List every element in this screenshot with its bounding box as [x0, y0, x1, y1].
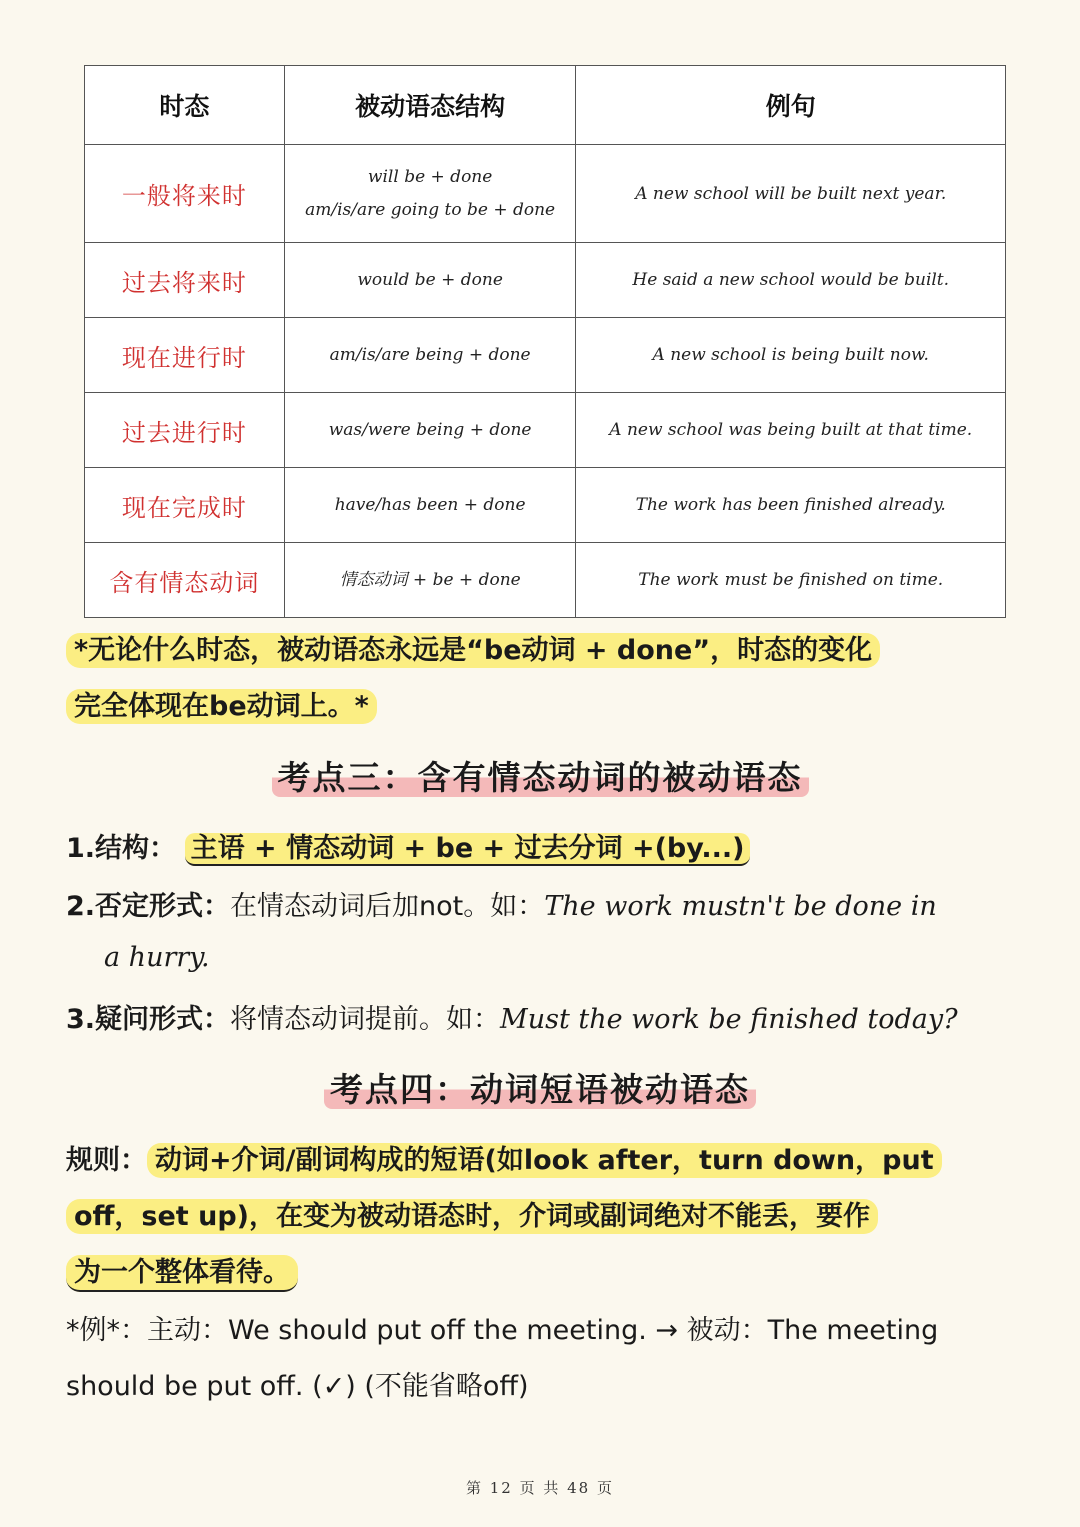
example-cell: A new school was being built at that time.	[576, 393, 1006, 468]
table-row	[85, 318, 1006, 393]
example-cell: The work has been finished already.	[576, 468, 1006, 543]
tense-cell: 现在完成时	[85, 468, 285, 543]
note-line-1: *无论什么时态，被动语态永远是“be动词 + done”，时态的变化	[66, 628, 880, 667]
tense-cell: 含有情态动词	[85, 543, 285, 618]
structure-cell: 情态动词 + be + done	[284, 543, 576, 618]
table-row	[85, 468, 1006, 543]
note-line-2: 完全体现在be动词上。*	[66, 684, 377, 723]
example-cell: The work must be finished on time.	[576, 543, 1006, 618]
table-row	[85, 393, 1006, 468]
rule-line-2: off，set up)，在变为被动语态时，介词或副词绝对不能丢，要作	[66, 1194, 878, 1233]
table-row	[85, 243, 1006, 318]
structure-cell: would be + done	[284, 243, 576, 318]
table-row	[85, 145, 1006, 243]
table-header-row	[85, 66, 1006, 145]
rule-line-1: 规则： 动词+介词/副词构成的短语(如look after，turn down，put	[66, 1138, 942, 1177]
question-form-item: 3.疑问形式：将情态动词提前。如：Must the work be finished today?	[66, 1004, 958, 1035]
example-cell: A new school will be built next year.	[576, 145, 1006, 243]
section-3-title: 考点三：含有情态动词的被动语态	[0, 752, 1080, 799]
tense-cell: 现在进行时	[85, 318, 285, 393]
passive-voice-table	[84, 65, 1006, 618]
tense-cell: 过去将来时	[85, 243, 285, 318]
example-line-2: should be put off. (✓) (不能省略off)	[66, 1371, 529, 1402]
section-4-title: 考点四：动词短语被动语态	[0, 1064, 1080, 1111]
structure-text-alt: am/is/are going to be + done	[305, 199, 556, 220]
negative-form-example-cont: a hurry.	[104, 942, 210, 973]
example-line-1: *例*：主动：We should put off the meeting. → 被动：The meeting	[66, 1315, 939, 1346]
structure-cell: was/were being + done	[284, 393, 576, 468]
header-structure: 被动语态结构	[284, 66, 576, 145]
rule-line-3: 为一个整体看待。	[66, 1250, 298, 1289]
structure-cell	[284, 145, 576, 243]
table-row	[85, 543, 1006, 618]
example-cell: He said a new school would be built.	[576, 243, 1006, 318]
structure-item: 1.结构： 主语 + 情态动词 + be + 过去分词 +(by...)	[66, 826, 750, 865]
header-example: 例句	[576, 66, 1006, 145]
structure-cell: have/has been + done	[284, 468, 576, 543]
tense-cell: 一般将来时	[85, 145, 285, 243]
page-footer: 第 12 页 共 48 页	[465, 1479, 614, 1497]
negative-form-item: 2.否定形式：在情态动词后加not。如：The work mustn't be done in	[66, 891, 937, 922]
structure-cell: am/is/are being + done	[284, 318, 576, 393]
header-tense: 时态	[85, 66, 285, 145]
tense-cell: 过去进行时	[85, 393, 285, 468]
example-cell: A new school is being built now.	[576, 318, 1006, 393]
structure-text: will be + done	[367, 166, 493, 187]
